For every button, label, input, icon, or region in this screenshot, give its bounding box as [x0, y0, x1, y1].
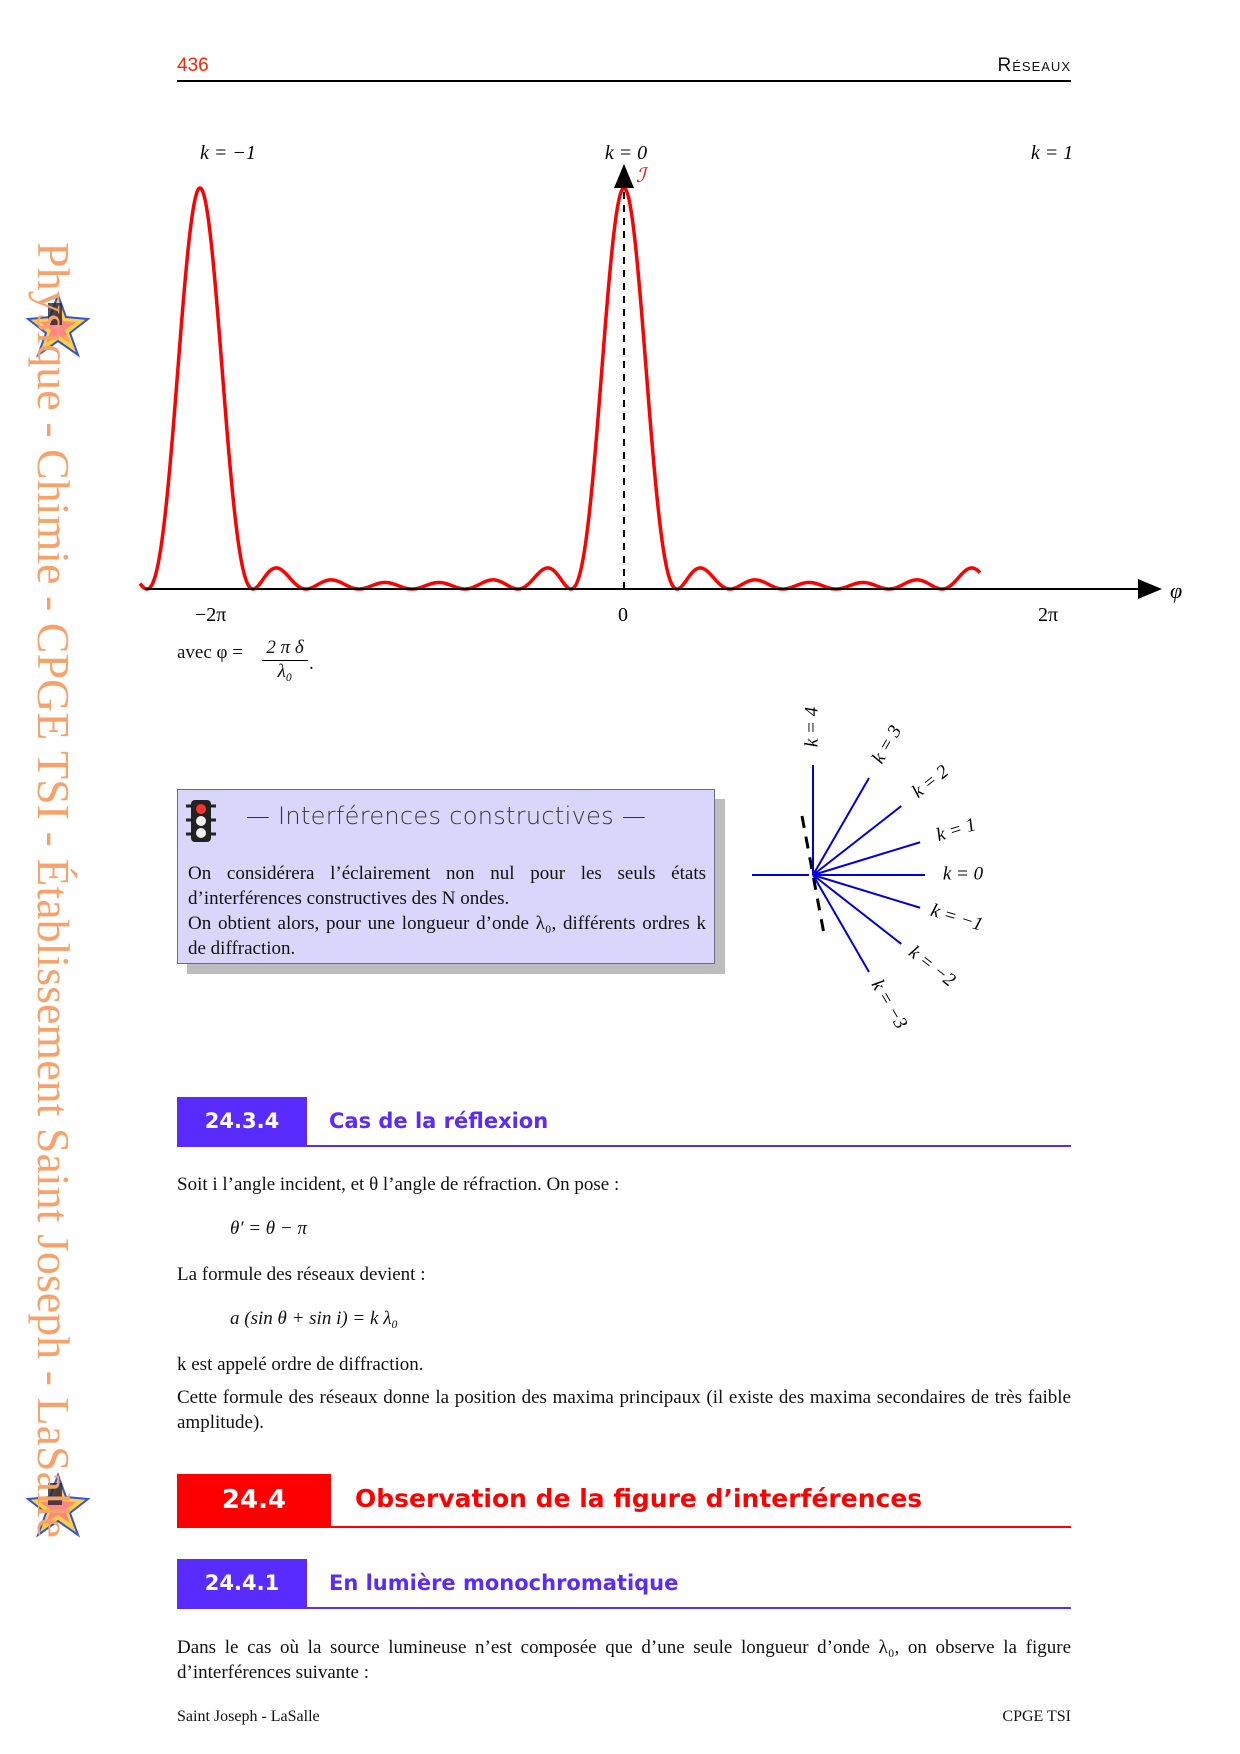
- formula-phi-denominator: λ₀: [277, 661, 293, 682]
- figure-intensity: [140, 130, 1183, 640]
- reflexion-paragraph-2: La formule des réseaux devient :: [177, 1264, 426, 1285]
- order-label-4: k = 0: [942, 863, 984, 885]
- section-number-244: 24.4: [177, 1474, 331, 1526]
- chapter-title: [998, 55, 1071, 77]
- reflexion-paragraph-4: Cette formule des réseaux donne la position des maxima principaux (il existe des maxima secondaires de très faible amplitude).: [177, 1387, 1071, 1433]
- section-rule-244: [177, 1526, 1071, 1528]
- reflexion-paragraph-3: k est appelé ordre de diffraction.: [177, 1354, 424, 1375]
- equation-grating-reflexion: a (sin θ + sin i) = k λ₀: [230, 1308, 399, 1329]
- order-label-2: k = 2: [908, 761, 953, 803]
- section-number-2441: 24.4.1: [177, 1559, 307, 1607]
- section-number-2434: 24.3.4: [177, 1097, 307, 1145]
- box-paragraph-1: On considérera l’éclairement non nul pour les seuls états d’interférences constructives des N ondes.: [188, 863, 706, 909]
- chapter-title-text: Réseaux: [997, 55, 1071, 76]
- order-rays: [813, 765, 925, 972]
- order-ray-6: [813, 875, 901, 944]
- order-label-3: k = 1: [933, 814, 979, 846]
- footer-left: Saint Joseph - LaSalle: [177, 1708, 320, 1725]
- sidebar: [0, 0, 110, 1754]
- tick-label-2pi: 2π: [1038, 604, 1059, 626]
- section-title-2434: Cas de la réflexion: [329, 1109, 549, 1133]
- section-rule-2434: [177, 1145, 1071, 1147]
- equation-theta-prime: θ′ = θ − π: [230, 1218, 307, 1239]
- order-label-1: k = 3: [867, 721, 907, 768]
- tick-label-minus-2pi: −2π: [195, 604, 227, 626]
- formula-phi: [177, 640, 243, 665]
- order-label-0: k = 4: [801, 706, 823, 748]
- section-title-2441: En lumière monochromatique: [329, 1571, 679, 1595]
- header-rule: [177, 80, 1071, 82]
- mono-paragraph: Dans le cas où la source lumineuse n’est composée que d’une seule longueur d’onde λ₀, on observe la figure d’interférences suivante :: [177, 1637, 1071, 1683]
- x-axis-label: φ: [1170, 578, 1183, 603]
- sidebar-text: Physique - Chimie - CPGE TSI - Établissement Saint Joseph - LaSalle: [28, 242, 79, 1538]
- formula-phi-prefix: avec φ =: [177, 642, 243, 663]
- label-k0: k = 0: [604, 142, 648, 164]
- interferences-box: [177, 789, 715, 964]
- section-rule-2441: [177, 1607, 1071, 1609]
- label-k1: k = 1: [1030, 142, 1074, 164]
- formula-phi-suffix: .: [309, 653, 314, 674]
- formula-phi-numerator: 2 π δ: [262, 637, 308, 661]
- label-k-minus1: k = −1: [200, 142, 256, 164]
- order-label-6: k = −2: [904, 941, 960, 992]
- box-text: [188, 861, 706, 961]
- order-label-5: k = −1: [928, 899, 986, 936]
- formula-phi-fraction: [262, 637, 308, 683]
- intensity-curve: [140, 188, 980, 589]
- box-paragraph-2: On obtient alors, pour une longueur d’onde λ₀, différents ordres k de diffraction.: [188, 913, 706, 959]
- footer-right: CPGE TSI: [1002, 1708, 1071, 1725]
- tick-label-0: 0: [618, 604, 628, 626]
- reflexion-intro: Soit i l’angle incident, et θ l’angle de réfraction. On pose :: [177, 1174, 620, 1195]
- section-title-244: Observation de la figure d’interférences: [355, 1484, 923, 1513]
- figure-orders: [735, 690, 1015, 1060]
- box-title: — Interférences constructives —: [245, 802, 647, 830]
- order-label-7: k = −3: [866, 976, 912, 1033]
- page-number: 436: [177, 55, 209, 76]
- order-ray-2: [813, 806, 901, 875]
- y-axis-label: ℐ: [636, 165, 646, 187]
